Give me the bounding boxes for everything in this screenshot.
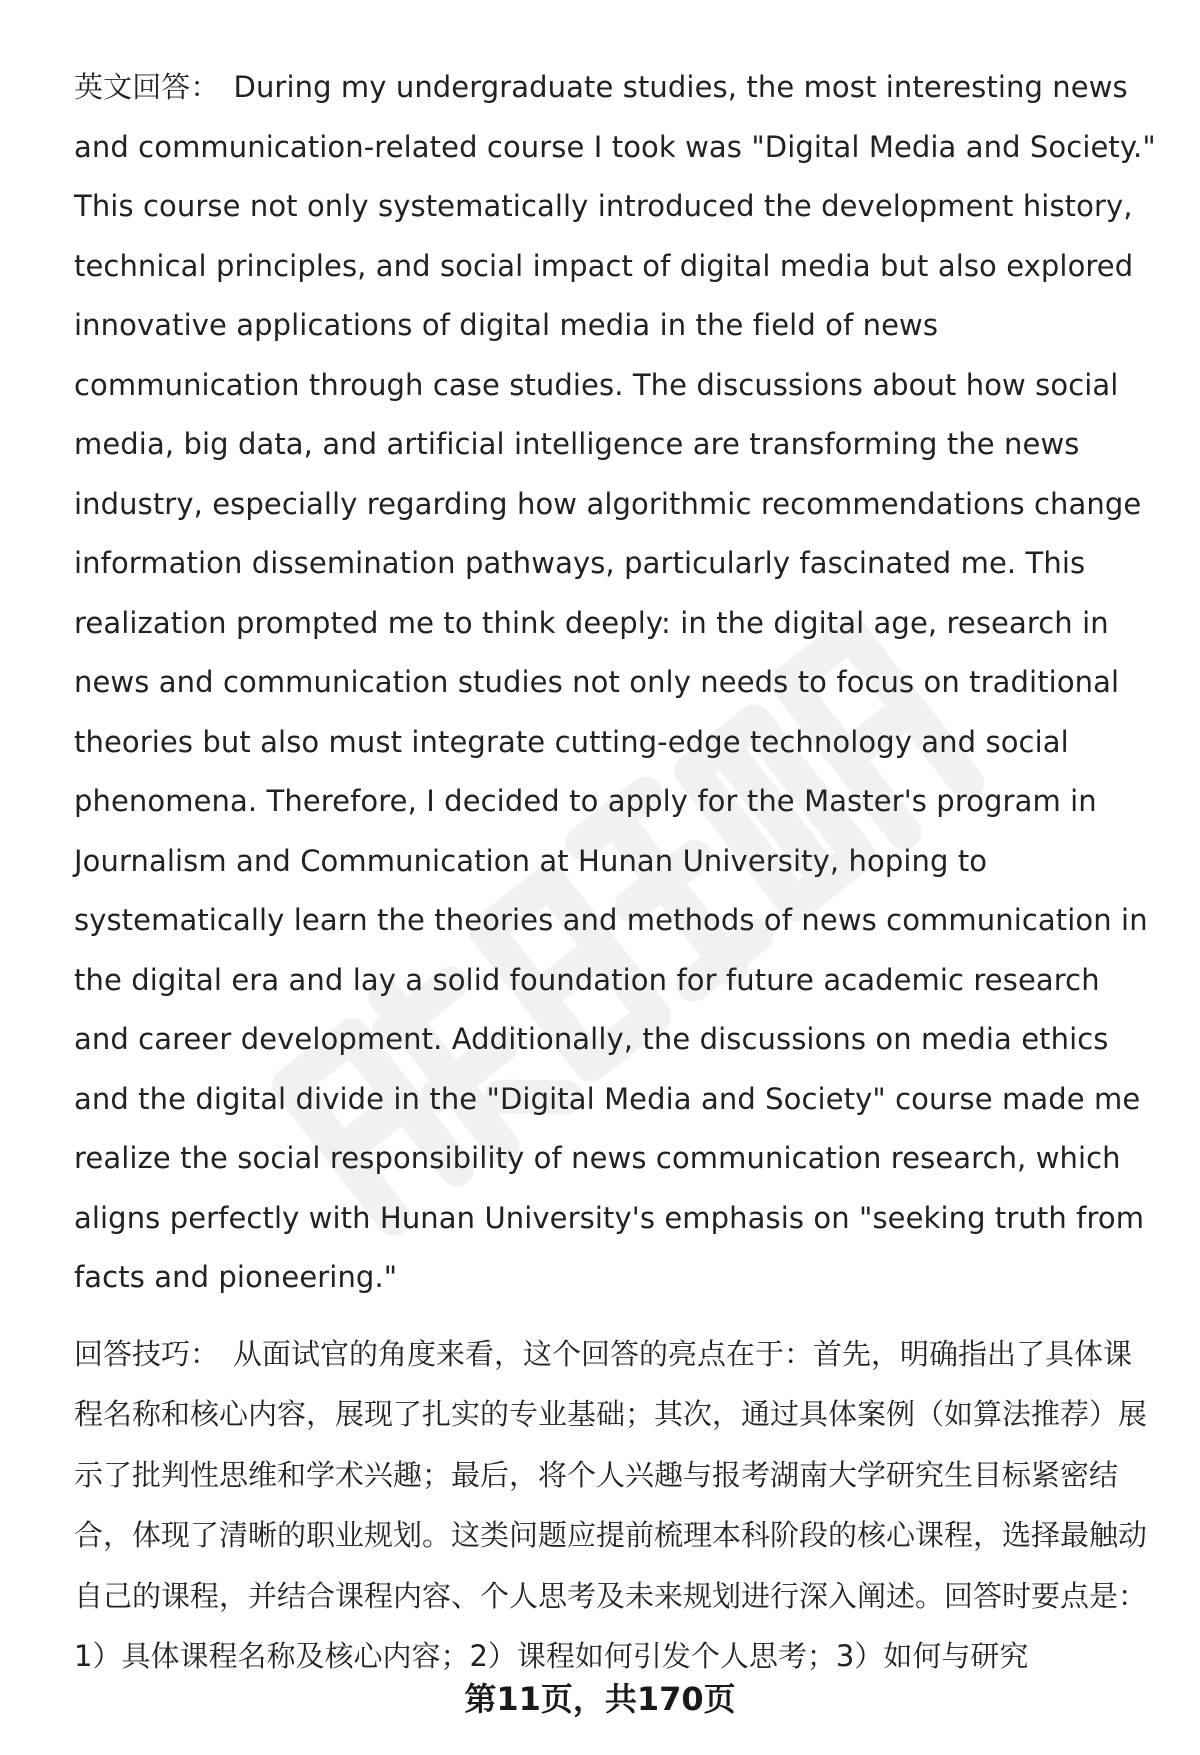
content-area: [74, 58, 1156, 1687]
page-number-footer: 第11页，共170页: [464, 1680, 736, 1718]
answer-tips-text: 从面试官的角度来看，这个回答的亮点在于：首先，明确指出了具体课程名称和核心内容，展现了扎实的专业基础；其次，通过具体案例（如算法推荐）展示了批判性思维和学术兴趣；最后，将个人兴趣与报考湖南大学研究生目标紧密结合，体现了清晰的职业规划。这类问题应提前梳理本科阶段的核心课程，选择最触动自己的课程，并结合课程内容、个人思考及未来规划进行深入阐述。回答时要点是：1）具体课程名称及核心内容；2）课程如何引发个人思考；3）如何与研究: [74, 1336, 1148, 1673]
answer-tips-paragraph: [74, 1324, 1156, 1687]
english-answer-paragraph: [74, 58, 1156, 1308]
answer-tips-label: 回答技巧：: [74, 1336, 220, 1371]
english-answer-label: 英文回答：: [74, 70, 220, 104]
english-answer-text: During my undergraduate studies, the most interesting news and communication-related course I took was "Digital Media and Society." This course not only systematically introduced the development history, technical principles, and social impact of digital media but also explored innovative applications of digital media in the field of news communication through case studies. The discussions about how social media, big data, and artificial intelligence are transforming the news industry, especially regarding how algorithmic recommendations change information dissemination pathways, particularly fascinated me. This realization prompted me to think deeply: in the digital age, research in news and communication studies not only needs to focus on traditional theories but also must integrate cutting-edge technology and social phenomena. Therefore, I decided to apply for the Master's program in Journalism and Communication at Hunan University, hoping to systematically learn the theories and methods of news communication in the digital era and lay a solid foundation for future academic research and career development. Additionally, the discussions on media ethics and the digital divide in the "Digital Media and Society" course made me realize the social responsibility of news communication research, which aligns perfectly with Hunan University's emphasis on "seeking truth from facts and pioneering.": [74, 70, 1156, 1294]
